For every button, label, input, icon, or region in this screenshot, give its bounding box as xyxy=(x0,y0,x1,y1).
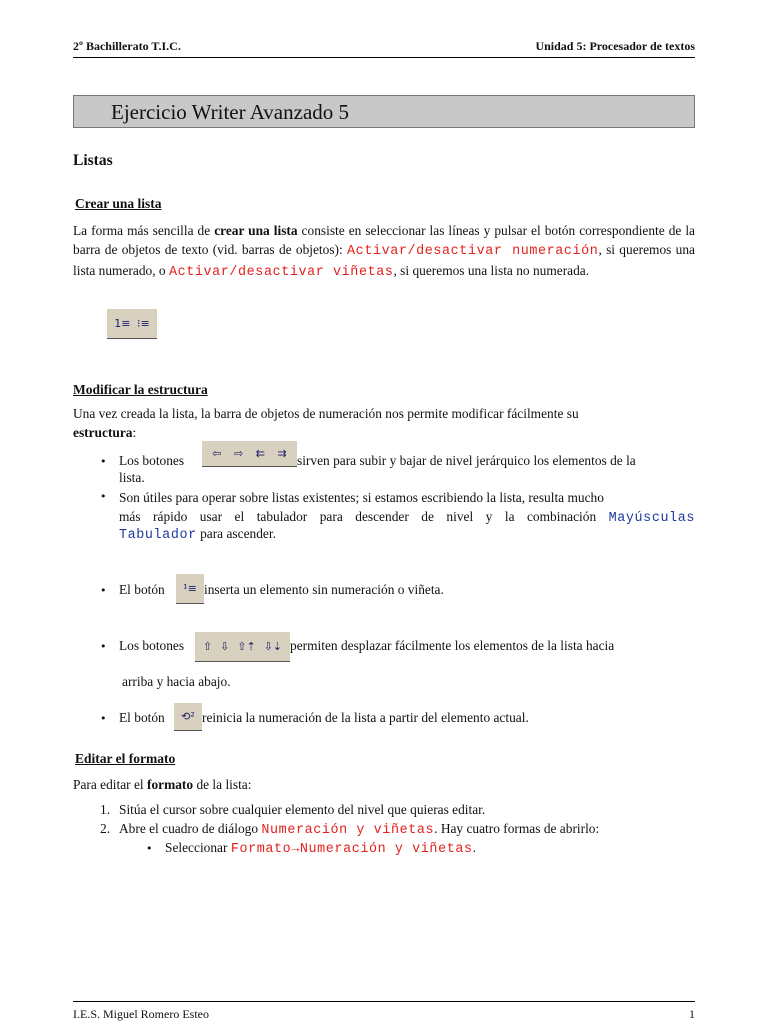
move-toolbar-image xyxy=(195,632,290,662)
insert-unnumbered-entry-icon: ¹≡ xyxy=(183,582,197,595)
footer-school: I.E.S. Miguel Romero Esteo xyxy=(73,1007,209,1021)
paragraph-modificar-line1: Una vez creada la lista, la barra de objetos de numeración nos permite modificar fácilmente su xyxy=(73,406,579,421)
paragraph-editar-formato xyxy=(73,777,251,793)
dialog-numeracion-vinetas: Numeración y viñetas xyxy=(261,823,435,838)
text: consiste en seleccionar las líneas y pulsar el botón correspondiente de la barra de objetos de texto (vid. barras de objetos): xyxy=(73,223,696,257)
numbered-item-1: Sitúa el cursor sobre cualquier elemento del nivel que quieras editar. xyxy=(119,802,486,817)
text: Abre el cuadro de diálogo xyxy=(119,821,262,836)
bullet-icon: • xyxy=(100,455,107,468)
text: para ascender. xyxy=(196,526,276,541)
bullet-icon: • xyxy=(100,584,107,597)
bullet2-line1: Son útiles para operar sobre listas existentes; si estamos escribiendo la lista, resulta mucho xyxy=(119,490,604,505)
text: . Hay cuatro formas de abrirlo: xyxy=(434,821,600,836)
text: Seleccionar xyxy=(165,840,231,855)
page-footer xyxy=(73,1001,695,1022)
bullet-icon: • xyxy=(100,712,107,725)
text: : xyxy=(132,425,137,440)
bullet2-line2 xyxy=(119,507,695,528)
bullet-list-icon: ⁝≡ xyxy=(137,317,150,330)
emphasis-formato: formato xyxy=(146,777,194,792)
subheading-editar-formato: Editar el formato xyxy=(75,751,176,766)
header-course: 2º Bachillerato T.I.C. xyxy=(73,39,181,53)
emphasis-estructura: estructura xyxy=(73,425,133,440)
numbered-marker-1: 1. xyxy=(100,802,111,817)
numbered-marker-2: 2. xyxy=(100,821,111,836)
text: La forma más sencilla de xyxy=(73,223,215,238)
arrow-right-icon: ⇨ xyxy=(234,447,244,460)
restart-numbering-toolbar-image xyxy=(174,703,202,731)
bullet3-text-a: El botón xyxy=(119,582,165,597)
title-banner xyxy=(73,95,695,128)
section-heading-listas: Listas xyxy=(73,152,113,169)
text: más rápido usar el tabulador para descender de nivel y la combinación xyxy=(119,509,609,524)
arrow-left-icon: ⇦ xyxy=(212,447,222,460)
bullet5-text-b: reinicia la numeración de la lista a partir del elemento actual. xyxy=(202,710,529,725)
numbering-list-icon: 1≡ xyxy=(114,317,131,330)
bullet-icon: • xyxy=(146,842,153,855)
numbering-toolbar-image xyxy=(107,309,157,339)
command-activar-numeracion: Activar/desactivar numeración xyxy=(347,244,599,259)
page-number: 1 xyxy=(689,1007,695,1021)
page-title: Ejercicio Writer Avanzado 5 xyxy=(111,100,350,124)
move-up-icon: ⇧ xyxy=(202,640,213,653)
promote-with-subpoints-icon: ⇇ xyxy=(255,447,265,460)
bullet1-text-a: Los botones xyxy=(119,453,185,468)
bullet4-text-a: Los botones xyxy=(119,638,185,653)
document-page xyxy=(73,0,695,1024)
text: , si queremos una lista numerado, o xyxy=(73,242,696,278)
subheading-modificar-estructura: Modificar la estructura xyxy=(73,382,208,397)
command-activar-vinetas: Activar/desactivar viñetas xyxy=(168,265,394,280)
bullet2-text xyxy=(119,488,695,507)
header-unit: Unidad 5: Procesador de textos xyxy=(535,39,695,53)
key-mayusculas: Mayúsculas xyxy=(608,511,695,526)
bullet1-text-b: sirven para subir y bajar de nivel jerárquico los elementos de la xyxy=(297,453,636,468)
sub-item-1 xyxy=(165,840,476,857)
insert-unnumbered-toolbar-image xyxy=(176,574,204,604)
text: Para editar el xyxy=(73,777,147,792)
bullet4-text-b: permiten desplazar fácilmente los elementos de la lista hacia xyxy=(290,638,615,653)
text: de la lista: xyxy=(193,777,252,792)
move-up-with-subpoints-icon: ⇧⇡ xyxy=(237,640,256,653)
paragraph-modificar-line2 xyxy=(73,425,136,441)
paragraph-crear-lista xyxy=(73,221,695,282)
subheading-crear-lista: Crear una lista xyxy=(75,196,162,211)
demote-with-subpoints-icon: ⇉ xyxy=(277,447,287,460)
bullet4-text-c: arriba y hacia abajo. xyxy=(122,674,231,689)
text: , si queremos una lista no numerada. xyxy=(393,263,590,278)
restart-numbering-icon: ⟲² xyxy=(181,710,195,723)
move-down-with-subpoints-icon: ⇩⇣ xyxy=(263,640,283,653)
page-header xyxy=(73,39,695,58)
menu-path-formato: Formato→Numeración y viñetas xyxy=(230,842,473,857)
level-toolbar-image xyxy=(202,441,297,467)
move-down-icon: ⇩ xyxy=(220,640,230,653)
bullet2-line3 xyxy=(119,526,276,543)
emphasis-crear-lista: crear una lista xyxy=(214,223,298,238)
bullet3-text-b: inserta un elemento sin numeración o viñeta. xyxy=(204,582,444,597)
bullet-icon: • xyxy=(100,640,107,653)
bullet-icon: • xyxy=(100,490,107,503)
bullet1-text-c: lista. xyxy=(119,470,145,485)
bullet5-text-a: El botón xyxy=(119,710,165,725)
key-tabulador: Tabulador xyxy=(119,528,197,543)
text: . xyxy=(472,840,476,855)
numbered-item-2 xyxy=(119,821,599,838)
